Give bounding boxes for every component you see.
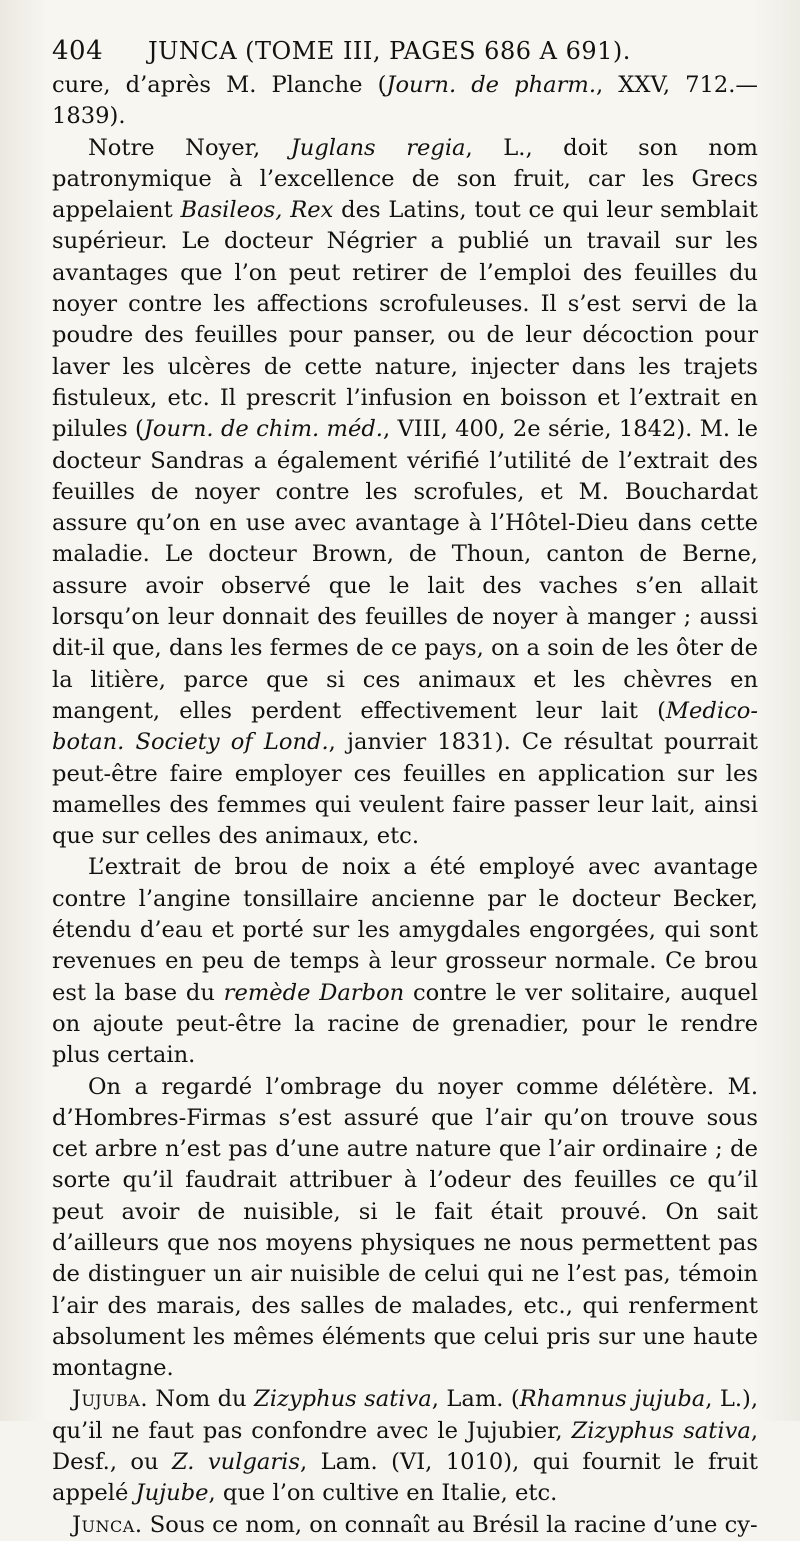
text-segment: L’extrait de brou de noix a été employé avec avantage contre l’angine tonsillaire ancienne par le docteur Becker, étendu d’eau et porté sur les amygdales engorgées, qui sont revenues en peu de temps à leur grosseur normale. Ce brou est la base du: [52, 854, 758, 1006]
italic-text: Rhamnus jujuba: [519, 1386, 706, 1413]
paragraph-p4: [52, 1072, 758, 1385]
italic-text: Jujube: [135, 1480, 209, 1507]
page-header: [52, 36, 758, 66]
text-segment: , Desf., ou: [52, 1417, 758, 1476]
entry-headword: Jujuba.: [72, 1386, 149, 1413]
text-segment: Notre Noyer,: [88, 134, 291, 161]
paragraph-p3: [52, 852, 758, 1071]
text-segment: contre le ver solitaire, auquel on ajoute peut-être la racine de grenadier, pour le rendre plus certain.: [52, 979, 758, 1069]
italic-text: Juglans regia: [290, 134, 466, 161]
paragraph-p2: [52, 133, 758, 853]
paragraph-p5: [52, 1384, 758, 1509]
body-text: [52, 70, 758, 1541]
text-segment: , VIII, 400, 2e série, 1842). M. le docteur Sandras a également vérifié l’utilité de l’extrait des feuilles de noyer contre les scrofules, et M. Bouchardat assure qu’on en use avec avantage à l’Hôtel-Dieu dans cette maladie. Le docteur Brown, de Thoun, canton de Berne, assure avoir observé que le lait des vaches s’en allait lorsqu’on leur donnait des feuilles de noyer à manger ; aussi dit-il que, dans les fermes de ce pays, on a soin de les ôter de la litière, parce que si ces animaux et les chèvres en mangent, elles perdent effectivement leur lait (: [52, 416, 758, 724]
italic-text: Basileos, Rex: [180, 197, 334, 224]
text-segment: , Lam. (: [431, 1386, 520, 1413]
italic-text: Medico-botan. Society of Lond.: [52, 697, 758, 756]
text-segment: Sous ce nom, on connaît au Brésil la racine d’une cy-: [142, 1511, 758, 1538]
text-segment: , XXV, 712.—1839).: [52, 72, 758, 130]
paragraph-p1: [52, 70, 758, 133]
text-segment: , Lam. (VI, 1010), qui fournit le fruit appelé: [52, 1449, 758, 1507]
italic-text: Zizyphus sativa: [571, 1417, 751, 1444]
text-segment: , L., doit son nom patronymique à l’excellence de son fruit, car les Grecs appelaient: [52, 134, 758, 224]
text-segment: cure, d’après M. Planche (: [52, 72, 387, 98]
italic-text: Z. vulgaris: [172, 1449, 301, 1476]
text-segment: Nom du: [148, 1386, 255, 1413]
text-segment: , janvier 1831). Ce résultat pourrait peut-être faire employer ces feuilles en application sur les mamelles des femmes qui veulent faire passer leur lait, ainsi que sur celles des animaux, etc.: [52, 729, 758, 850]
paragraph-p6: [52, 1510, 758, 1541]
italic-text: Zizyphus sativa: [254, 1386, 432, 1413]
italic-text: remède Darbon: [223, 979, 405, 1006]
entry-headword: Junca.: [72, 1511, 143, 1538]
italic-text: Journ. de chim. méd.: [143, 416, 383, 443]
text-segment: , que l’on cultive en Italie, etc.: [208, 1480, 558, 1507]
page-number: 404: [52, 36, 104, 66]
text-segment: des Latins, tout ce qui leur semblait supérieur. Le docteur Négrier a publié un travail sur les avantages que l’on peut retirer de l’emploi des feuilles du noyer contre les affections scrofuleuses. Il s’est servi de la poudre des feuilles pour panser, ou de leur décoction pour laver les ulcères de cette nature, injecter dans les trajets fistuleux, etc. Il prescrit l’infusion en boisson et l’extrait en pilules (: [52, 197, 758, 443]
text-segment: , L.), qu’il ne faut pas confondre avec le Jujubier,: [52, 1386, 759, 1444]
running-head: JUNCA (TOME III, PAGES 686 A 691).: [148, 37, 631, 65]
italic-text: Journ. de pharm.: [386, 72, 597, 98]
text-segment: On a regardé l’ombrage du noyer comme délétère. M. d’Hombres-Firmas s’est assuré que l’air qu’on trouve sous cet arbre n’est pas d’une autre nature que l’air ordinaire ; de sorte qu’il faudrait attribuer à l’odeur des feuilles ce qu’il peut avoir de nuisible, si le fait était prouvé. On sait d’ailleurs que nos moyens physiques ne nous permettent pas de distinguer un air nuisible de celui qui ne l’est pas, témoin l’air des marais, des salles de malades, etc., qui renferment absolument les mêmes éléments que celui pris sur une haute montagne.: [52, 1073, 758, 1382]
